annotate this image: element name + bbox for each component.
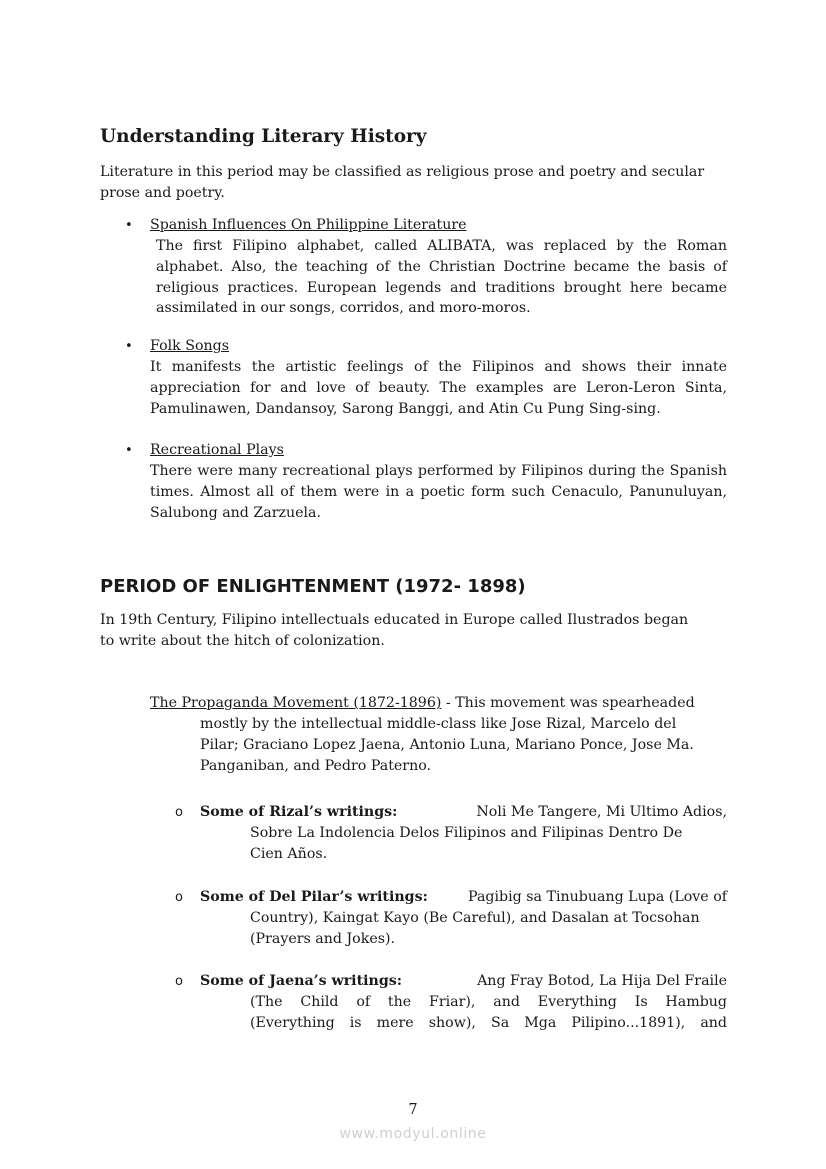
writings-line: (Prayers and Jokes). (250, 931, 396, 947)
bullet-title: Folk Songs (150, 338, 230, 354)
bullet-icon: • (125, 218, 133, 233)
intro-paragraph-line: In 19th Century, Filipino intellectuals educated in Europe called Ilustrados began (100, 612, 689, 628)
bullet-title: Spanish Influences On Philippine Literature (150, 217, 467, 233)
writings-line: (Everything is mere show), Sa Mga Pilipino...1891), and (250, 1015, 727, 1031)
writings-first-line (200, 971, 727, 992)
writings-first-line (200, 887, 727, 908)
writings-label: Some of Jaena’s writings: (200, 973, 402, 989)
writings-text: Noli Me Tangere, Mi Ultimo Adios, (476, 804, 727, 820)
writings-line: Sobre La Indolencia Delos Filipinos and Filipinas Dentro De (250, 825, 683, 841)
propaganda-title: The Propaganda Movement (1872-1896) (150, 695, 442, 711)
page-number: 7 (408, 1102, 418, 1118)
writings-text: Ang Fray Botod, La Hija Del Fraile (477, 973, 727, 989)
circle-bullet-icon: o (175, 805, 183, 820)
writings-line: (The Child of the Friar), and Everything Is Hambug (250, 994, 727, 1010)
bullet-body: The first Filipino alphabet, called ALIBATA, was replaced by the Roman alphabet. Also, the teaching of the Christian Doctrine became the basis of religious practices. European legends and traditions brought here became assimilated in our songs, corridos, and moro-moros. (156, 238, 727, 317)
writings-text: Pagibig sa Tinubuang Lupa (Love of (468, 889, 727, 905)
writings-first-line (200, 802, 727, 823)
bullet-title: Recreational Plays (150, 442, 284, 458)
intro-paragraph-line: Literature in this period may be classified as religious prose and poetry and secular (100, 164, 705, 180)
propaganda-line: Pilar; Graciano Lopez Jaena, Antonio Luna, Mariano Ponce, Jose Ma. (200, 737, 694, 753)
writings-line: Cien Años. (250, 846, 328, 862)
writings-label: Some of Del Pilar’s writings: (200, 889, 428, 905)
propaganda-first-line (150, 693, 695, 714)
section-heading-enlightenment: PERIOD OF ENLIGHTENMENT (1972- 1898) (100, 576, 526, 597)
propaganda-first-line-rest: - This movement was spearheaded (441, 695, 695, 711)
writings-line: Country), Kaingat Kayo (Be Careful), and Dasalan at Tocsohan (250, 910, 700, 926)
bullet-body: There were many recreational plays performed by Filipinos during the Spanish times. Almost all of them were in a poetic form such Cenaculo, Panunuluyan, Salubong and Zarzuela. (150, 463, 727, 521)
circle-bullet-icon: o (175, 890, 183, 905)
writings-label: Some of Rizal’s writings: (200, 804, 398, 820)
bullet-body: It manifests the artistic feelings of the Filipinos and shows their innate appreciation for and love of beauty. The examples are Leron-Leron Sinta, Pamulinawen, Dandansoy, Sarong Banggi, and Atin Cu Pung Sing-sing. (150, 359, 727, 417)
intro-paragraph-line: prose and poetry. (100, 185, 225, 201)
watermark: www.modyul.online (339, 1126, 487, 1142)
bullet-icon: • (125, 339, 133, 354)
propaganda-line: Panganiban, and Pedro Paterno. (200, 758, 432, 774)
bullet-icon: • (125, 443, 133, 458)
circle-bullet-icon: o (175, 974, 183, 989)
section-heading-literary-history: Understanding Literary History (100, 126, 427, 147)
intro-paragraph-line: to write about the hitch of colonization. (100, 633, 385, 649)
propaganda-line: mostly by the intellectual middle-class like Jose Rizal, Marcelo del (200, 716, 677, 732)
